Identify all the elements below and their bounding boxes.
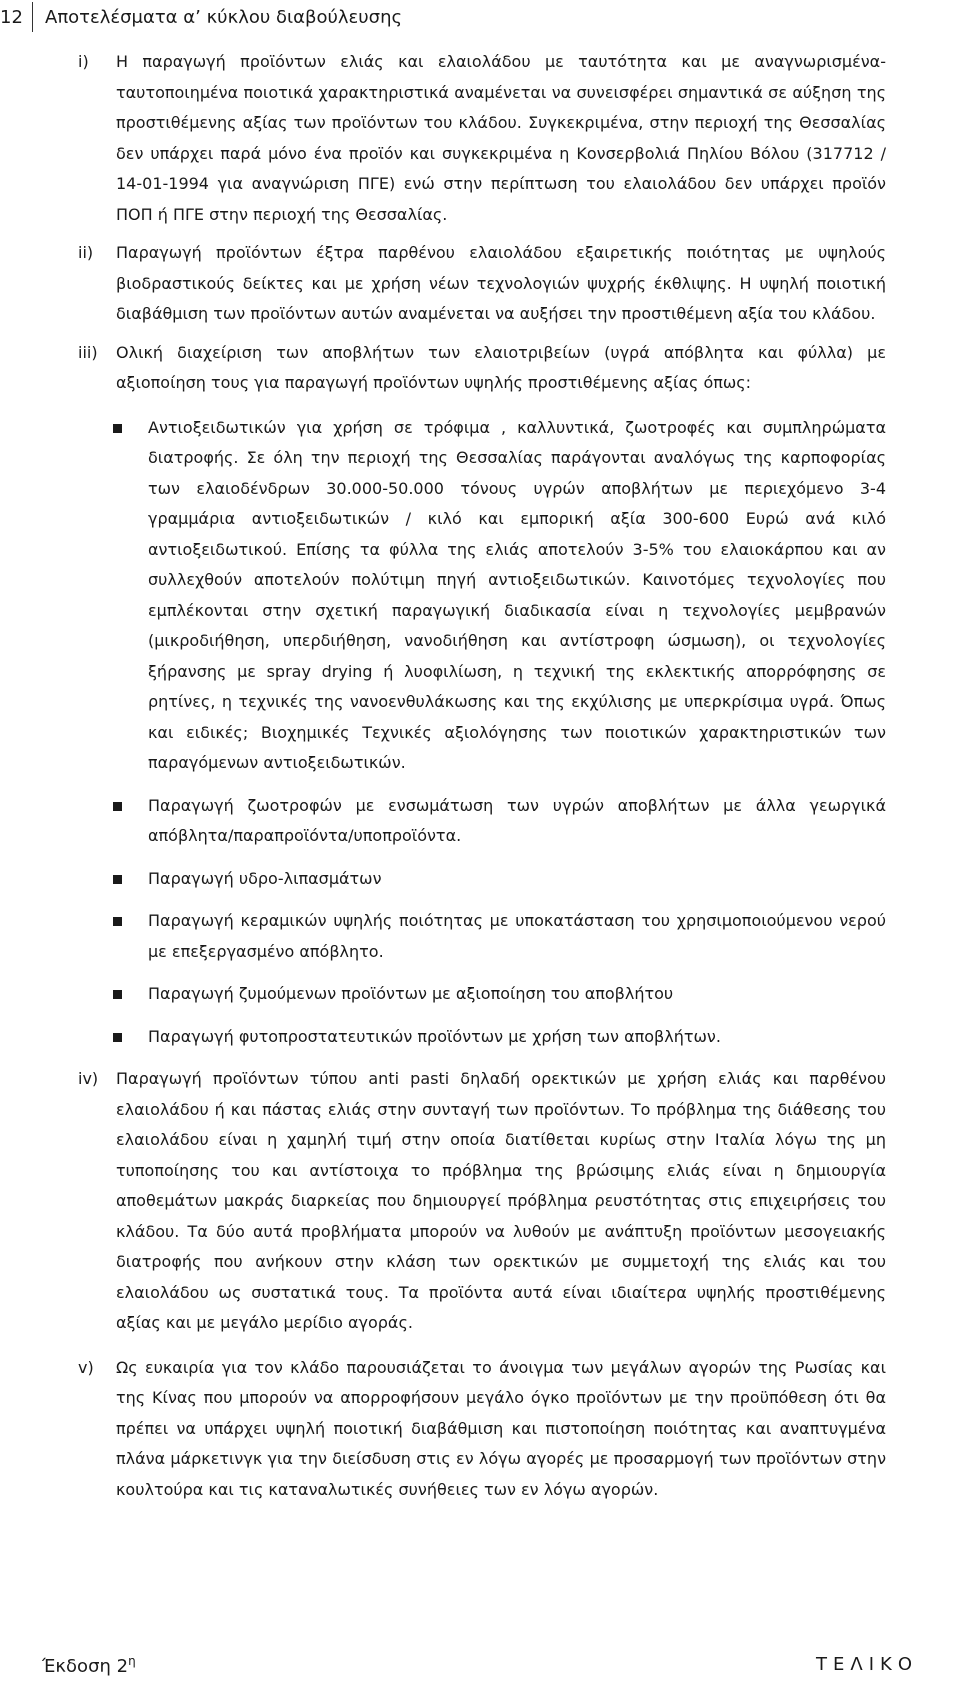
list-item-ii [78, 238, 886, 330]
item-text: Παραγωγή προϊόντων έξτρα παρθένου ελαιολάδου εξαιρετικής ποιότητας με υψηλούς βιοδραστικούς δείκτες και με χρήση νέων τεχνολογιών ψυχρής έκθλιψης. Η υψηλή ποιοτική διαβάθμιση των προϊόντων αυτών αναμένεται να αυξήσει την προστιθέμενη αξία του κλάδου. [116, 243, 886, 323]
bullet-list [78, 413, 886, 1053]
header-divider [32, 2, 33, 32]
footer-status: ΤΕΛΙΚΟ [816, 1654, 918, 1675]
edition-label: Έκδοση 2 [42, 1656, 129, 1677]
page-number: 12 [0, 6, 23, 28]
bullet-item: Αντιοξειδωτικών για χρήση σε τρόφιμα , καλλυντικά, ζωοτροφές και συμπληρώματα διατροφής. Σε όλη την περιοχή της Θεσσαλίας παράγονται αναλόγως της καρποφορίας των ελαιοδένδρων 30.000-50.000 τόνους υγρών αποβλήτων με περιεχόμενο 3-4 γραμμάρια αντιοξειδωτικών / κιλό και εμπορική αξία 300-600 Ευρώ ανά κιλό αντιοξειδωτικού. Επίσης τα φύλλα της ελιάς αποτελούν 3-5% του ελαιοκάρπου και αν συλλεχθούν αποτελούν πολύτιμη πηγή αντιοξειδωτικών. Καινοτόμες τεχνολογίες που εμπλέκονται στην σχετική παραγωγική διαδικασία είναι η τεχνολογίες μεμβρανών (μικροδιήθηση, υπερδιήθηση, νανοδιήθηση και αντίστροφη ώσμωση), οι τεχνολογίες ξήρανσης με spray drying ή λυοφιλίωση, η τεχνική της εκλεκτικής απορρόφησης σε ρητίνες, η τεχνικές της νανοενθυλάκωσης και της εκχύλισης με υπερκρίσιμα υγρά. Όπως και ειδικές; Βιοχημικές Τεχνικές αξιολόγησης των ποιοτικών χαρακτηριστικών των παραγόμενων αντιοξειδωτικών. [148, 413, 886, 779]
item-text: Ως ευκαιρία για τον κλάδο παρουσιάζεται το άνοιγμα των μεγάλων αγορών της Ρωσίας και της Κίνας που μπορούν να απορροφήσουν μεγάλο όγκο προϊόντων με την προϋπόθεση ότι θα πρέπει να υπάρχει υψηλή ποιοτική διαβάθμιση και πιστοποίηση ποιότητας και αναπτυγμένα πλάνα μάρκετινγκ για την διείσδυση στις εν λόγω αγορές με προσαρμογή των προϊόντων στην κουλτούρα και τις καταναλωτικές συνήθειες των εν λόγω αγορών. [116, 1357, 886, 1499]
item-label: v) [78, 1357, 94, 1377]
item-text: Παραγωγή προϊόντων τύπου anti pasti δηλαδή ορεκτικών με χρήση ελιάς και παρθένου ελαιολάδου ή και πάστας ελιάς στην συνταγή των προϊόντων. Το πρόβλημα της διάθεσης του ελαιολάδου είναι η χαμηλή τιμή στην οποία διατίθεται κυρίως στην Ιταλία λόγω της μη τυποποίησης του και αντίστοιχα το πρόβλημα της βρώσιμης ελιάς είναι η δημιουργία αποθεμάτων μακράς διαρκείας που δημιουργεί πρόβλημα ρευστότητας στις επιχειρήσεις του κλάδου. Τα δύο αυτά προβλήματα μπορούν να λυθούν με ανάπτυξη προϊόντων μεσογειακής διατροφής που ανήκουν στην κλάση των ορεκτικών με συμμετοχή της ελιάς και του ελαιολάδου ως συστατικά τους. Τα προϊόντα αυτά είναι ιδιαίτερα υψηλής προστιθέμενης αξίας και με μεγάλο μερίδιο αγοράς. [116, 1069, 886, 1332]
footer-edition [42, 1654, 136, 1677]
item-label: iv) [78, 1069, 99, 1088]
list-item-iii [78, 338, 886, 399]
bullet-item: Παραγωγή υδρο-λιπασμάτων [148, 864, 886, 895]
document-body [78, 47, 886, 1505]
list-item-iv [78, 1064, 886, 1339]
item-text: Ολική διαχείριση των αποβλήτων των ελαιοτριβείων (υγρά απόβλητα και φύλλα) με αξιοποίηση τους για παραγωγή προϊόντων υψηλής προστιθέμενης αξίας όπως: [116, 342, 886, 392]
bullet-item: Παραγωγή ζυμούμενων προϊόντων με αξιοποίηση του αποβλήτου [148, 979, 886, 1010]
list-item-i [78, 47, 886, 230]
bullet-item: Παραγωγή φυτοπροστατευτικών προϊόντων με χρήση των αποβλήτων. [148, 1022, 886, 1053]
edition-superscript: η [128, 1654, 136, 1668]
item-text: Η παραγωγή προϊόντων ελιάς και ελαιολάδου με ταυτότητα και με αναγνωρισμένα-ταυτοποιημένα ποιοτικά χαρακτηριστικά αναμένεται να συνεισφέρει σημαντικά σε αύξηση της προστιθέμενης αξίας των προϊόντων του κλάδου. Συγκεκριμένα, στην περιοχή της Θεσσαλίας δεν υπάρχει παρά μόνο ένα προϊόν και συγκεκριμένα η Κονσερβολιά Πηλίου Βόλου (317712 / 14-01-1994 για αναγνώριση ΠΓΕ) ενώ στην περίπτωση του ελαιολάδου δεν υπάρχει προϊόν ΠΟΠ ή ΠΓΕ στην περιοχή της Θεσσαλίας. [116, 52, 886, 224]
item-label: ii) [78, 243, 94, 262]
item-label: iii) [78, 342, 98, 362]
page-header [0, 0, 402, 34]
header-title: Αποτελέσματα α’ κύκλου διαβούλευσης [45, 6, 403, 28]
bullet-item: Παραγωγή ζωοτροφών με ενσωμάτωση των υγρών αποβλήτων με άλλα γεωργικά απόβλητα/παραπροϊόντα/υποπροϊόντα. [148, 791, 886, 852]
item-label: i) [78, 52, 89, 71]
bullet-item: Παραγωγή κεραμικών υψηλής ποιότητας με υποκατάσταση του χρησιμοποιούμενου νερού με επεξεργασμένο απόβλητο. [148, 906, 886, 967]
list-item-v [78, 1353, 886, 1506]
